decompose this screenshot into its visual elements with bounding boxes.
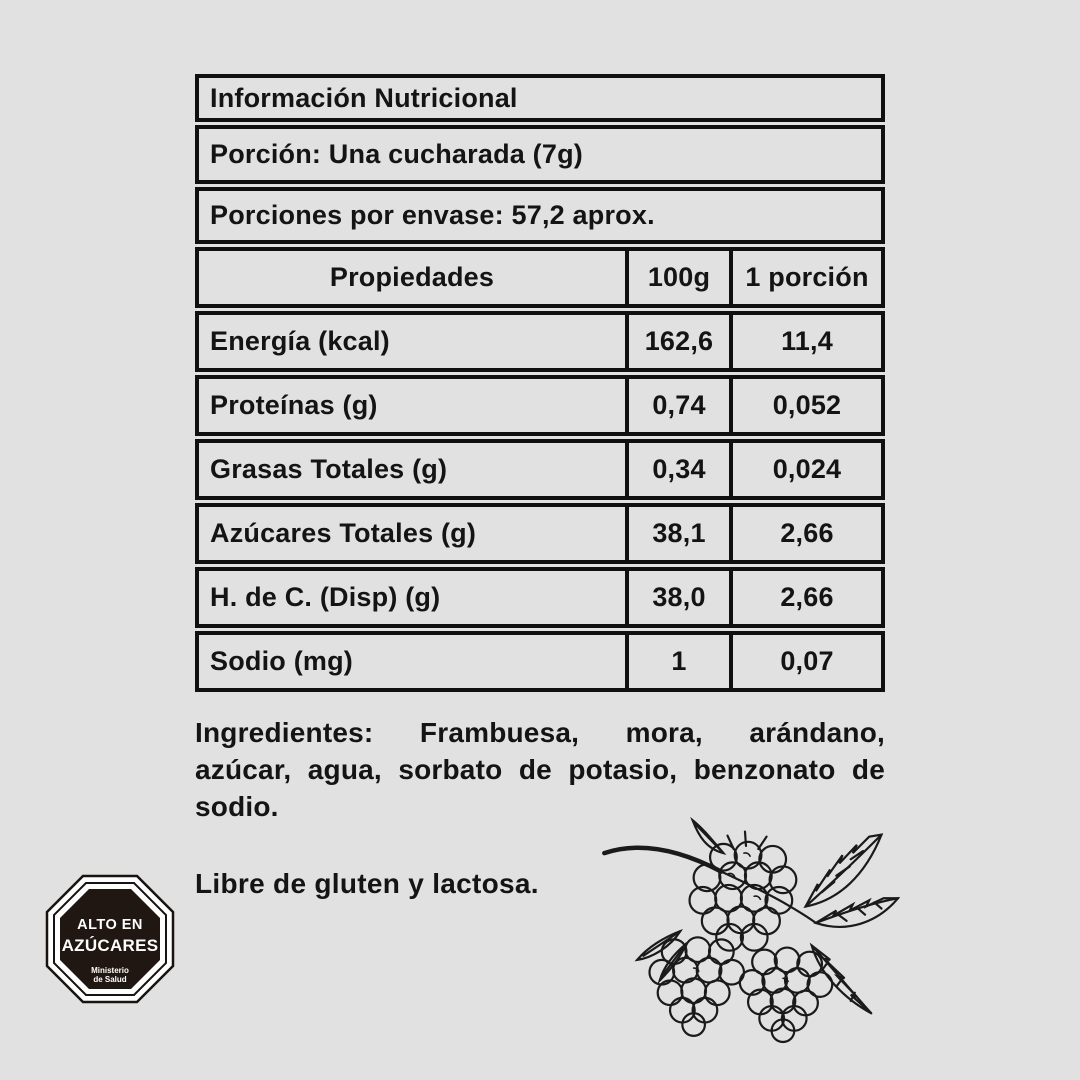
cell-100g: 162,6	[629, 315, 733, 368]
table-title-row	[195, 74, 885, 122]
cell-label: Sodio (mg)	[199, 635, 629, 688]
header-100g: 100g	[629, 251, 733, 304]
alto-en-azucares-seal	[45, 874, 175, 1004]
cell-100g: 0,34	[629, 443, 733, 496]
seal-line2: AZÚCARES	[61, 936, 159, 955]
ingredients-line: azúcar, agua, sorbato de potasio, benzonato de	[195, 754, 885, 785]
header-1-porcion: 1 porción	[745, 262, 869, 292]
ingredients-line: Ingredientes: Frambuesa, mora, arándano,	[195, 717, 885, 748]
servings-row	[195, 187, 885, 244]
ingredients-line: sodio.	[195, 791, 279, 822]
berry-top	[690, 842, 797, 951]
nutrition-table	[195, 74, 885, 695]
berries-illustration	[592, 806, 900, 1046]
octagon-seal-icon	[45, 874, 175, 1004]
servings-text: Porciones por envase: 57,2 aprox.	[210, 200, 655, 230]
table-row-azucares	[195, 503, 885, 564]
cell-label: H. de C. (Disp) (g)	[199, 571, 629, 624]
cell-100g: 0,74	[629, 379, 733, 432]
cell-portion: 0,024	[772, 454, 842, 484]
cell-portion: 0,052	[772, 390, 842, 420]
berries-icon	[592, 806, 900, 1046]
gluten-lactose-claim: Libre de gluten y lactosa.	[195, 868, 539, 899]
portion-row	[195, 125, 885, 184]
seal-authority-line2: de Salud	[93, 975, 127, 984]
header-properties: Propiedades	[199, 251, 629, 304]
seal-authority-line1: Ministerio	[91, 966, 129, 975]
seal-line1: ALTO EN	[77, 917, 143, 933]
cell-100g: 1	[629, 635, 733, 688]
table-row-grasas	[195, 439, 885, 500]
cell-label: Proteínas (g)	[199, 379, 629, 432]
cell-100g: 38,0	[629, 571, 733, 624]
table-row-proteinas	[195, 375, 885, 436]
cell-100g: 38,1	[629, 507, 733, 560]
cell-label: Azúcares Totales (g)	[199, 507, 629, 560]
cell-portion: 0,07	[780, 646, 834, 676]
cell-label: Grasas Totales (g)	[199, 443, 629, 496]
table-header-row	[195, 247, 885, 308]
table-row-energia	[195, 311, 885, 372]
cell-portion: 2,66	[780, 582, 834, 612]
cell-portion: 2,66	[780, 518, 834, 548]
cell-portion: 11,4	[781, 326, 833, 356]
portion-text: Porción: Una cucharada (7g)	[210, 139, 583, 169]
cell-label: Energía (kcal)	[199, 315, 629, 368]
table-row-hdec	[195, 567, 885, 628]
table-row-sodio	[195, 631, 885, 692]
table-title: Información Nutricional	[210, 82, 518, 113]
berry-bottom-left	[649, 937, 743, 1036]
